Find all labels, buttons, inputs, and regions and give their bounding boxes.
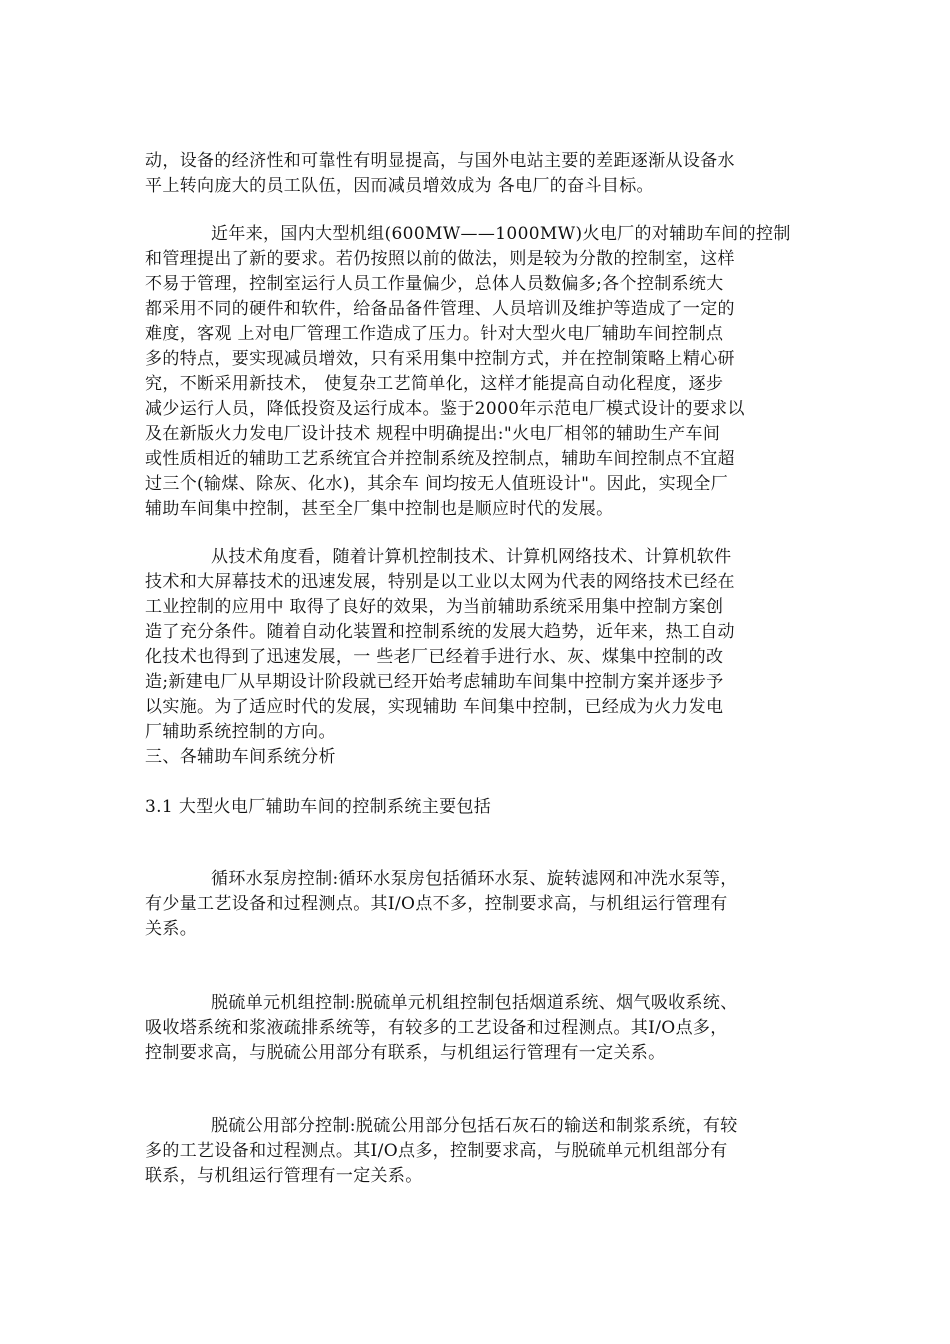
text-line: 多的特点，要实现减员增效，只有采用集中控制方式，并在控制策略上精心研	[145, 349, 735, 369]
text-line: 或性质相近的辅助工艺系统宜合并控制系统及控制点，辅助车间控制点不宜超	[145, 449, 735, 469]
text-line: 关系。	[145, 919, 198, 939]
text-line: 和管理提出了新的要求。若仍按照以前的做法，则是较为分散的控制室，这样	[145, 249, 735, 269]
text-line: 从技术角度看，随着计算机控制技术、计算机网络技术、计算机软件	[211, 547, 732, 567]
text-line: 吸收塔系统和浆液疏排系统等，有较多的工艺设备和过程测点。其I/O点多，	[145, 1018, 728, 1038]
text-line: 多的工艺设备和过程测点。其I/O点多，控制要求高，与脱硫单元机组部分有	[145, 1141, 728, 1161]
text-line: 化技术也得到了迅速发展，一 些老厂已经着手进行水、灰、煤集中控制的改	[145, 647, 724, 667]
text-line: 厂辅助系统控制的方向。	[145, 722, 336, 742]
section-heading: 三、各辅助车间系统分析	[145, 747, 336, 767]
text-line: 工业控制的应用中 取得了良好的效果，为当前辅助系统采用集中控制方案创	[145, 597, 724, 617]
text-line: 过三个(输煤、除灰、化水)，其余车 间均按无人值班设计"。因此，实现全厂	[145, 474, 729, 494]
text-line: 难度，客观 上对电厂管理工作造成了压力。针对大型火电厂辅助车间控制点	[145, 324, 724, 344]
text-line: 动，设备的经济性和可靠性有明显提高，与国外电站主要的差距逐渐从设备水	[145, 151, 735, 171]
text-line: 及在新版火力发电厂设计技术 规程中明确提出:"火电厂相邻的辅助生产车间	[145, 424, 721, 444]
text-line: 都采用不同的硬件和软件，给备品备件管理、人员培训及维护等造成了一定的	[145, 299, 735, 319]
text-line: 近年来，国内大型机组(600MW——1000MW)火电厂的对辅助车间的控制	[211, 224, 791, 244]
text-line: 技术和大屏幕技术的迅速发展，特别是以工业以太网为代表的网络技术已经在	[145, 572, 735, 592]
text-line: 究，不断采用新技术， 使复杂工艺简单化，这样才能提高自动化程度，逐步	[145, 374, 724, 394]
text-line: 以实施。为了适应时代的发展，实现辅助 车间集中控制，已经成为火力发电	[145, 697, 724, 717]
text-line: 辅助车间集中控制，甚至全厂集中控制也是顺应时代的发展。	[145, 499, 614, 519]
text-line: 造了充分条件。随着自动化装置和控制系统的发展大趋势，近年来，热工自动	[145, 622, 735, 642]
text-line: 有少量工艺设备和过程测点。其I/O点不多，控制要求高，与机组运行管理有	[145, 894, 728, 914]
text-line: 联系，与机组运行管理有一定关系。	[145, 1166, 423, 1186]
text-line: 造;新建电厂从早期设计阶段就已经开始考虑辅助车间集中控制方案并逐步予	[145, 672, 724, 692]
text-line: 脱硫单元机组控制:脱硫单元机组控制包括烟道系统、烟气吸收系统、	[211, 993, 738, 1013]
text-line: 脱硫公用部分控制:脱硫公用部分包括石灰石的输送和制浆系统，有较	[211, 1116, 738, 1136]
subsection-heading: 3.1 大型火电厂辅助车间的控制系统主要包括	[145, 797, 492, 817]
text-line: 减少运行人员，降低投资及运行成本。鉴于2000年示范电厂模式设计的要求以	[145, 399, 745, 419]
text-line: 平上转向庞大的员工队伍，因而减员增效成为 各电厂的奋斗目标。	[145, 176, 654, 196]
text-line: 控制要求高，与脱硫公用部分有联系，与机组运行管理有一定关系。	[145, 1043, 666, 1063]
text-line: 不易于管理，控制室运行人员工作量偏少，总体人员数偏多;各个控制系统大	[145, 274, 724, 294]
text-line: 循环水泵房控制:循环水泵房包括循环水泵、旋转滤网和冲洗水泵等，	[211, 869, 738, 889]
